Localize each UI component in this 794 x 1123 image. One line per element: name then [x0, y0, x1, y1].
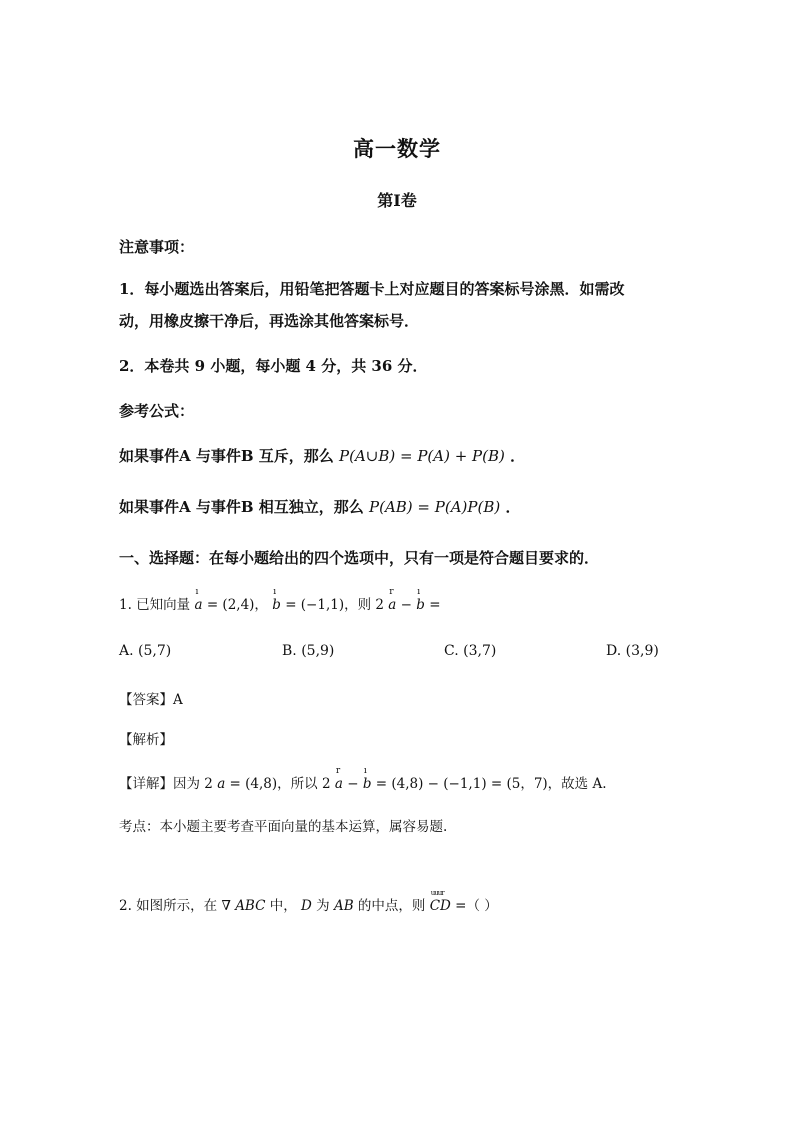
notice-item-1-line-1: 1．每小题选出答案后，用铅笔把答题卡上对应题目的答案标号涂黑．如需改	[119, 280, 625, 298]
option-b-value: (5,9)	[301, 643, 335, 659]
q2-mid-2: 为	[316, 898, 334, 914]
detail-prefix: 【详解】因为 2	[119, 776, 213, 792]
q2-prefix: 2. 如图所示，在 ∇	[119, 898, 231, 914]
detail-minus: −	[347, 776, 363, 792]
q1-eq-b: = (−1,1)，则 2	[285, 597, 384, 613]
detail-vector-a-2: r a	[334, 766, 343, 792]
option-d-letter: D.	[606, 643, 622, 659]
answer-label: 【答案】A	[119, 692, 183, 708]
q1-minus: −	[400, 597, 417, 613]
notice-heading: 注意事项：	[119, 238, 195, 256]
formula-2-math: P(AB) = P(A)P(B)	[369, 498, 501, 516]
notice-item-2: 2．本卷共 9 小题，每小题 4 分，共 36 分．	[119, 357, 428, 375]
option-d[interactable]	[606, 643, 659, 659]
vector-b: ı b	[272, 587, 281, 613]
q2-end: =（ ）	[455, 898, 498, 914]
q2-mid-1: 中，	[269, 898, 297, 914]
paper-part-title: 第Ⅰ卷	[377, 191, 417, 210]
option-d-value: (3,9)	[625, 643, 659, 659]
vector-b-2: ı b	[416, 587, 425, 613]
formula-mutually-exclusive	[119, 445, 525, 466]
analysis-label: 【解析】	[119, 732, 173, 748]
formula-2-text: 如果事件A 与事件B 相互独立，那么	[119, 498, 364, 516]
formula-1-end: ．	[510, 447, 526, 465]
option-a[interactable]	[119, 643, 171, 659]
kaodian-note: 考点：本小题主要考查平面向量的基本运算，属容易题.	[119, 819, 448, 835]
question-2-stem	[119, 889, 498, 914]
triangle-abc: ABC	[235, 898, 266, 914]
option-a-letter: A.	[119, 643, 134, 659]
option-b-letter: B.	[282, 643, 297, 659]
option-b[interactable]	[282, 643, 334, 659]
option-c-value: (3,7)	[463, 643, 497, 659]
detail-vector-b: ı b	[362, 766, 372, 792]
formula-1-math: P(A∪B) = P(A) + P(B)	[339, 447, 505, 465]
option-a-value: (5,7)	[138, 643, 172, 659]
formula-heading: 参考公式：	[119, 402, 195, 420]
formula-2-end: ．	[505, 498, 521, 516]
q2-mid-3: 的中点，则	[357, 898, 430, 914]
detail-vector-a: a	[217, 776, 226, 792]
option-c[interactable]	[444, 643, 496, 659]
q1-eq-a: = (2,4)，	[206, 597, 268, 613]
vector-cd: uuur CD	[429, 889, 451, 914]
point-d: D	[301, 898, 312, 914]
formula-1-text: 如果事件A 与事件B 互斥，那么	[119, 447, 334, 465]
vector-a-2: r a	[388, 587, 397, 613]
detail-mid: = (4,8)，所以 2	[229, 776, 331, 792]
formula-independent	[119, 496, 520, 517]
option-c-letter: C.	[444, 643, 459, 659]
q1-prefix: 1. 已知向量	[119, 597, 191, 613]
detail-solution	[119, 766, 607, 792]
notice-item-1-line-2: 动，用橡皮擦干净后，再选涂其他答案标号．	[119, 312, 420, 330]
page-title: 高一数学	[353, 136, 441, 161]
segment-ab: AB	[333, 898, 354, 914]
section-heading-choice: 一、选择题：在每小题给出的四个选项中，只有一项是符合题目要求的．	[119, 549, 600, 567]
q1-eq-end: =	[429, 597, 441, 613]
vector-a: ı a	[194, 587, 203, 613]
question-1-stem	[119, 587, 441, 613]
detail-end: = (4,8) − (−1,1) = (5，7)，故选 A.	[375, 776, 607, 792]
